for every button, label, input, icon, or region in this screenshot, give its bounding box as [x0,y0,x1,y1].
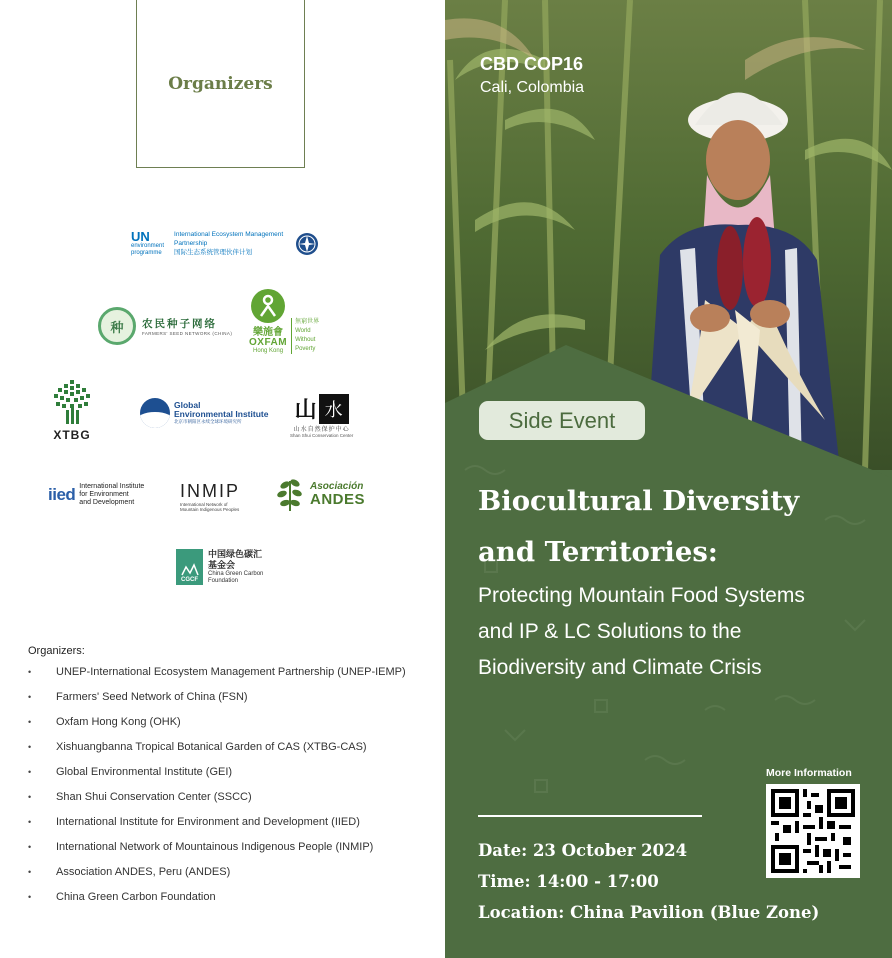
organizers-title-box [136,0,305,168]
inmip-mark: INMIP [180,481,241,501]
event-name: CBD COP16 [480,54,584,74]
event-subtitle-line-3: Biodiversity and Climate Crisis [478,656,762,679]
organizers-list-section [28,645,438,915]
oxfam-logo [249,288,319,354]
oxfam-tagline-2: Without [295,337,316,343]
sscc-char-mountain: 山 [294,397,317,423]
gei-name-1: Global [174,400,201,410]
list-item: • Association ANDES, Peru (ANDES) [28,865,438,890]
gei-logo [140,398,268,428]
event-subtitle [478,578,888,686]
list-item: • China Green Carbon Foundation [28,890,438,915]
cgcf-emblem-icon [176,549,203,585]
oxfam-tagline-1: World [295,328,311,334]
side-event-badge [479,401,645,440]
iied-line-1: International Institute [79,483,145,490]
event-time: Time: 14:00 - 17:00 [478,872,659,891]
event-title-line-2: and Territories: [478,536,718,568]
sscc-char-water: 水 [319,394,349,424]
unep-sub1: environment [131,242,165,249]
gei-name-2: Environmental Institute [174,409,269,419]
cgcf-abbr: CGCF [181,577,198,583]
event-header [480,52,584,100]
sscc-logo [290,393,353,438]
inmip-logo [180,481,240,512]
unep-mark: UN [131,228,150,244]
andes-line-2: ANDES [310,491,366,508]
unep-partner-name-zh: 国际生态系统管理伙伴计划 [174,249,253,256]
list-item: • Farmers' Seed Network of China (FSN) [28,690,438,715]
unep-sub2: programme [131,249,162,256]
andes-logo [273,475,365,513]
iied-line-2: for Environment [79,491,129,498]
event-title-line-1: Biocultural Diversity [478,485,800,517]
event-details [478,837,819,930]
fsn-logo [98,307,232,345]
event-date: Date: 23 October 2024 [478,841,688,860]
gei-name-zh: 北京市朝阳区永续全球环境研究所 [174,419,242,424]
iied-line-3: and Development [79,499,135,506]
xtbg-logo [48,378,96,442]
oxfam-tagline-zh: 無窮世界 [295,319,320,325]
cgcf-name-en-1: China Green Carbon [208,571,264,577]
andes-plant-icon [273,475,307,513]
oxfam-name-zh: 樂施會 [253,326,284,338]
inmip-sub-1: International Network of [180,502,228,507]
organizers-title: Organizers [168,73,273,94]
cgcf-name-en-2: Foundation [208,578,239,584]
side-event-badge-label: Side Event [508,407,616,433]
andes-line-1: Asociación [310,481,364,492]
event-city: Cali, Colombia [480,79,585,96]
inmip-sub-2: Mountain Indigenous Peoples [180,507,240,512]
list-item: • International Network of Mountainous Indigenous People (INMIP) [28,840,438,865]
fsn-name-en: FARMERS' SEED NETWORK (CHINA) [142,331,233,336]
event-subtitle-line-1: Protecting Mountain Food Systems [478,584,805,607]
oxfam-tagline-3: Poverty [295,346,316,352]
cgcf-logo [176,549,263,585]
left-panel [0,0,445,958]
fsn-name-zh: 农民种子网络 [142,318,217,330]
event-title [478,476,888,578]
right-panel [445,0,892,958]
xtbg-tree-icon [48,378,96,426]
iied-logo [48,483,144,507]
list-item: • Global Environmental Institute (GEI) [28,765,438,790]
iied-mark: iied [48,485,76,504]
list-item: • Oxfam Hong Kong (OHK) [28,715,438,740]
unep-partner-name: International Ecosystem Management Partnership [174,231,284,247]
gei-globe-icon [140,398,170,428]
organizers-heading: Organizers: [28,645,85,657]
divider [478,815,702,817]
more-info-label: More Information [766,767,852,779]
sscc-name-en: Shan Shui Conservation Center [290,433,354,438]
list-item: • International Institute for Environment and Development (IIED) [28,815,438,840]
organizers-list [28,665,438,915]
list-item: • UNEP-International Ecosystem Management Partnership (UNEP-IEMP) [28,665,438,690]
iemp-globe-icon [296,233,318,255]
event-subtitle-line-2: and IP & LC Solutions to the [478,620,742,643]
list-item: • Xishuangbanna Tropical Botanical Garden of CAS (XTBG-CAS) [28,740,438,765]
oxfam-figure-icon [251,289,285,323]
cgcf-name-zh-1: 中国绿色碳汇 [208,549,263,559]
event-location: Location: China Pavilion (Blue Zone) [478,903,820,922]
xtbg-label: XTBG [53,428,91,442]
oxfam-name: OXFAM [249,336,288,348]
sscc-name-zh: 山水自然保护中心 [293,427,350,433]
cgcf-name-zh-2: 基金会 [208,560,236,570]
list-item: • Shan Shui Conservation Center (SSCC) [28,790,438,815]
fsn-seal-icon: 种 [98,307,136,345]
oxfam-region: Hong Kong [253,347,284,354]
unep-logo [131,230,318,257]
